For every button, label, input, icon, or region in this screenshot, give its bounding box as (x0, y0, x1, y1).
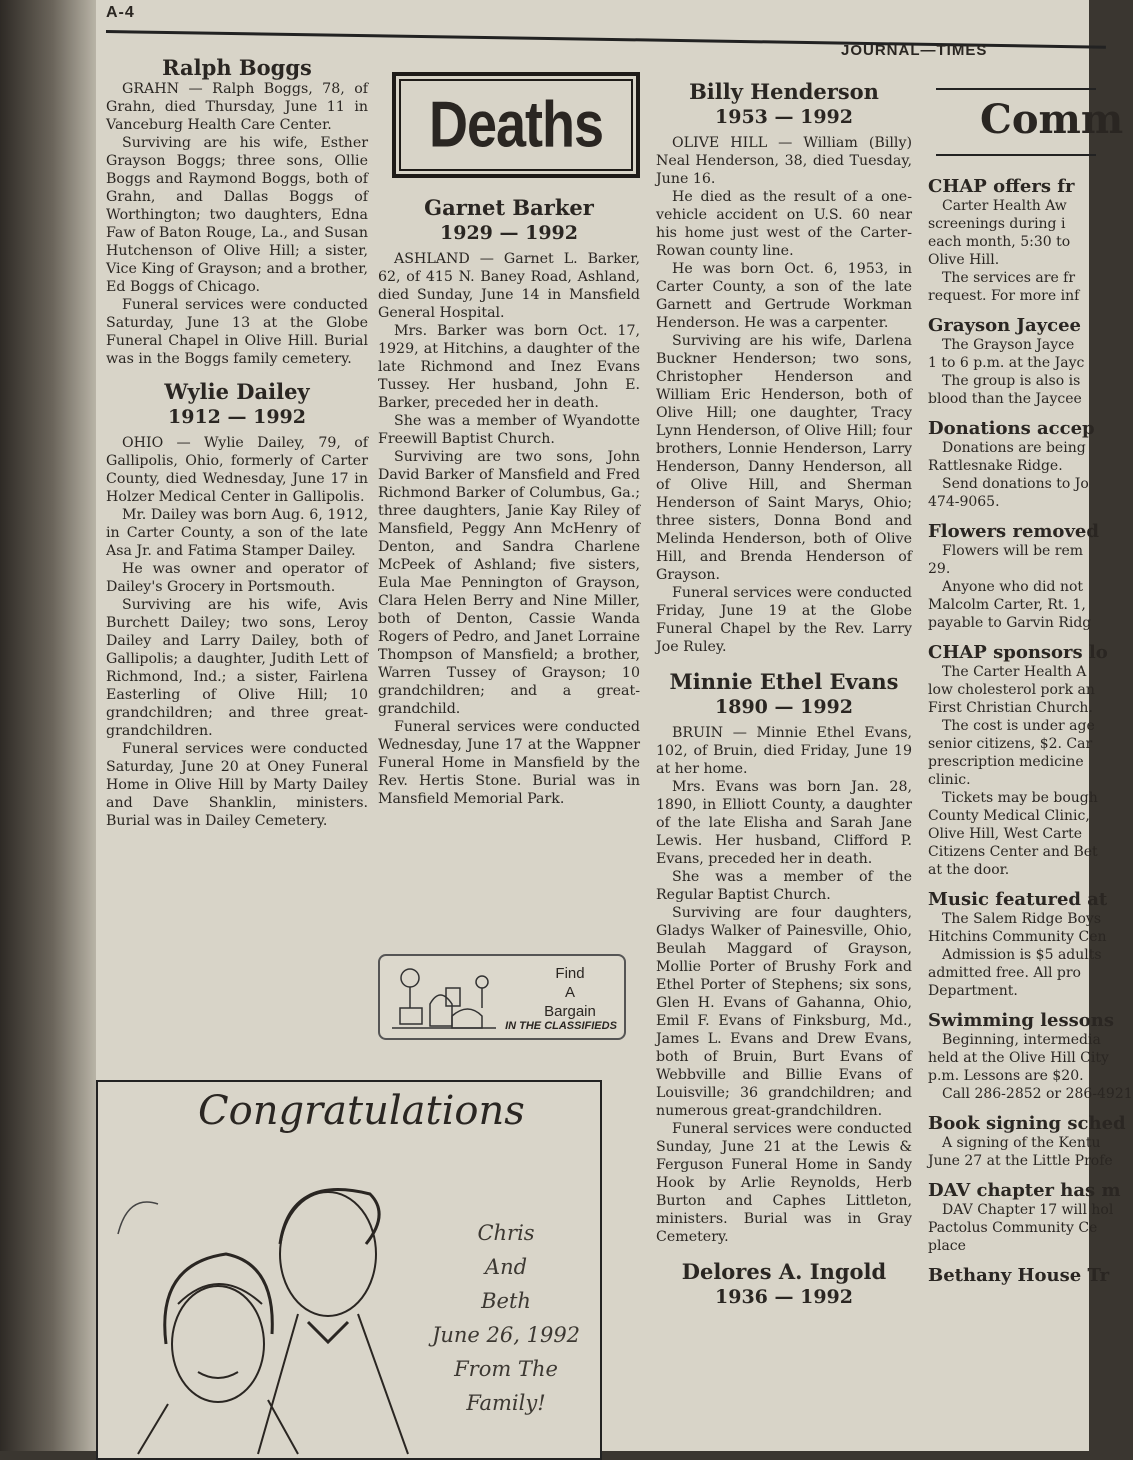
obituary-paragraph: Surviving are his wife, Darlena Buckner Henderson; two sons, Christopher Henderson and William Eric Henderson, both of Olive Hill; one daughter, Tracy Lynn Henderson, of Olive Hill; four brothers, Lonnie Henderson, Larry Henderson, Danny Henderson, all of Olive Hill, and Sherman Henderson of Saint Marys, Ohio; three sisters, Donna Bond and Melinda Henderson, both of Olive Hill, and Brenda Henderson of Grayson. (656, 333, 912, 583)
community-line: request. For more inf (928, 288, 1080, 304)
community-item (928, 889, 1128, 1000)
community-item (928, 642, 1128, 879)
community-rule (936, 154, 1096, 156)
community-line: each month, 5:30 to (928, 234, 1071, 250)
congrats-title: Congratulations (198, 1088, 525, 1134)
community-line: First Christian Church. (928, 700, 1093, 716)
community-item (928, 315, 1128, 408)
community-item (928, 1010, 1133, 1103)
community-line: DAV Chapter 17 will hol (942, 1202, 1114, 1218)
obituary-garnet-barker (378, 196, 640, 808)
community-line: The Grayson Jayce (942, 337, 1075, 353)
community-line: screenings during i (928, 216, 1066, 232)
community-line: 1 to 6 p.m. at the Jayc (928, 355, 1085, 371)
community-line: Pactolus Community Ce (928, 1220, 1098, 1236)
community-item-title: Book signing sched (928, 1113, 1126, 1134)
community-line: Flowers will be rem (942, 543, 1084, 559)
community-item (928, 1265, 1128, 1286)
ad-line-a: A (564, 984, 575, 1001)
community-line: held at the Olive Hill City (928, 1050, 1109, 1066)
obituary-delores-ingold (656, 1260, 912, 1310)
community-line: 29. (928, 561, 951, 577)
binding-gutter (0, 0, 96, 1451)
obituary-paragraph: She was a member of the Regular Baptist Church. (656, 869, 912, 903)
community-line: County Medical Clinic, (928, 808, 1090, 824)
community-line: at the door. (928, 862, 1010, 878)
obituary-paragraph: BRUIN — Minnie Ethel Evans, 102, of Bruin, died Friday, June 19 at her home. (656, 725, 912, 777)
deaths-banner-text: Deaths (428, 89, 604, 161)
congrats-line: Beth (481, 1289, 531, 1313)
community-line: Beginning, intermedia (942, 1032, 1101, 1048)
community-line: Citizens Center and Bet (928, 844, 1098, 860)
column-2 (378, 196, 640, 808)
obituary-years: 1890 — 1992 (715, 696, 853, 718)
community-item-title: Music featured at (928, 889, 1108, 910)
obituary-name: Garnet Barker (424, 195, 594, 220)
ad-headline (530, 964, 610, 1021)
obituary-years: 1912 — 1992 (168, 406, 306, 428)
community-rule (936, 88, 1096, 90)
find-a-bargain-ad[interactable] (378, 954, 626, 1040)
community-line: place (928, 1238, 966, 1254)
newspaper-page (96, 0, 1133, 1451)
couple-portrait-icon (108, 1144, 408, 1454)
community-line: blood than the Jaycee (928, 391, 1082, 407)
deaths-banner (392, 72, 640, 178)
obituary-years: 1936 — 1992 (715, 1286, 853, 1308)
congratulations-ad (96, 1080, 602, 1460)
community-line: The Carter Health A (942, 664, 1087, 680)
congrats-line: And (484, 1255, 528, 1279)
obituary-paragraph: Mr. Dailey was born Aug. 6, 1912, in Carter County, a son of the late Asa Jr. and Fatima Stamper Dailey. (106, 507, 368, 559)
congrats-line: From The (454, 1357, 558, 1381)
community-column (928, 176, 1133, 1286)
community-item (928, 521, 1128, 632)
obituary-name: Wylie Dailey (164, 379, 310, 404)
obituary-paragraph: Surviving are his wife, Esther Grayson Boggs; three sons, Ollie Boggs and Raymond Boggs, both of Grahn, and Dallas Boggs of Worthington; two daughters, Edna Faw of Baton Rouge, La., and Susan Hutchenson of Olive Hill; a sister, Vice King of Grayson; and a brother, Ed Boggs of Chicago. (106, 135, 368, 295)
obituary-ralph-boggs (106, 56, 368, 368)
community-item (928, 418, 1128, 511)
community-line: Admission is $5 adults (942, 947, 1102, 963)
community-line: Carter Health Aw (942, 198, 1067, 214)
obituary-name: Delores A. Ingold (681, 1259, 887, 1284)
community-line: The Salem Ridge Boys (942, 911, 1102, 927)
obituary-paragraph: Funeral services were conducted Sunday, June 21 at the Lewis & Ferguson Funeral Home in Sandy Hook by Arlie Reynolds, Herb Burton and Caphes Littleton, ministers. Burial was in Gray Cemetery. (656, 1121, 912, 1245)
obituary-paragraph: He was born Oct. 6, 1953, in Carter County, a son of the late Garnett and Gertrude Workman Henderson. He was a carpenter. (656, 261, 912, 331)
obituary-paragraph: Funeral services were conducted Saturday, June 13 at the Globe Funeral Chapel in Olive Hill. Burial was in the Boggs family cemetery. (106, 297, 368, 367)
community-line: 474-9065. (928, 494, 1000, 510)
community-item-title: CHAP offers fr (928, 176, 1075, 197)
community-item-title: Swimming lessons (928, 1010, 1114, 1031)
obituary-wylie-dailey (106, 380, 368, 830)
column-1 (106, 56, 368, 830)
community-line: June 27 at the Little Profe (928, 1153, 1113, 1169)
obituary-paragraph: ASHLAND — Garnet L. Barker, 62, of 415 N. Baney Road, Ashland, died Sunday, June 14 in Mansfield General Hospital. (378, 251, 640, 321)
community-line: Department. (928, 983, 1018, 999)
community-item (928, 1113, 1128, 1170)
community-line: p.m. Lessons are $20. (928, 1068, 1084, 1084)
community-line: Olive Hill, West Carte (928, 826, 1083, 842)
obituary-paragraph: Funeral services were conducted Wednesday, June 17 at the Wappner Funeral Home in Mansfield by the Rev. Hertis Stone. Burial was in Mansfield Memorial Park. (378, 719, 640, 807)
obituary-paragraph: She was a member of Wyandotte Freewill Baptist Church. (378, 413, 640, 447)
obituary-paragraph: Mrs. Barker was born Oct. 17, 1929, at Hitchins, a daughter of the late Richmond and Inez Evans Tussey. Her husband, John E. Barker, preceded her in death. (378, 323, 640, 411)
community-line: clinic. (928, 772, 971, 788)
obituary-name: Minnie Ethel Evans (669, 669, 899, 694)
obituary-minnie-evans (656, 670, 912, 1246)
obituary-name: Billy Henderson (689, 79, 879, 104)
page-number: A-4 (106, 4, 135, 21)
obituary-years: 1953 — 1992 (715, 106, 853, 128)
obituary-paragraph: OLIVE HILL — William (Billy) Neal Henderson, 38, died Tuesday, June 16. (656, 135, 912, 187)
community-item-title: Donations accep (928, 418, 1095, 439)
obituary-paragraph: Surviving are his wife, Avis Burchett Dailey; two sons, Leroy Dailey and Larry Dailey, both of Gallipolis; a daughter, Judith Lett of Richmond, Ind.; a sister, Fairlena Easterling of Olive Hill; 10 grandchildren; and three great-grandchildren. (106, 597, 368, 739)
obituary-paragraph: Funeral services were conducted Friday, June 19 at the Globe Funeral Chapel by the Rev. Larry Joe Ruley. (656, 585, 912, 655)
community-heading: Comm (980, 96, 1124, 143)
community-line: Call 286-2852 or 286-4921 (942, 1086, 1133, 1102)
community-line: payable to Garvin Ridg (928, 615, 1092, 631)
community-item-title: Grayson Jaycee (928, 315, 1081, 336)
community-line: The services are fr (942, 270, 1076, 286)
ad-tagline: IN THE CLASSIFIEDS (505, 1020, 617, 1032)
community-line: Send donations to Jo (942, 476, 1089, 492)
congrats-line: Chris (477, 1221, 535, 1245)
congrats-line: Family! (466, 1391, 546, 1415)
community-line: prescription medicine (928, 754, 1084, 770)
obituary-name: Ralph Boggs (162, 55, 312, 80)
community-item-title: Flowers removed (928, 521, 1099, 542)
community-line: The cost is under age (942, 718, 1095, 734)
obituary-paragraph: Surviving are two sons, John David Barker of Mansfield and Fred Richmond Barker of Columbus, Ga.; three daughters, Janie Kay Riley of Mansfield, Peggy Ann McHenry of Denton, and Sandra Charlene McPeek of Ashland; five sisters, Eula Mae Pennington of Grayson, Clara Helen Berry and Nine Miller, both of Denton, Cassie Wanda Rogers of Pedro, and Janet Lorraine Thompson of Mansfield; a brother, Warren Tussey of Grayson; 10 grandchildren; and a great-grandchild. (378, 449, 640, 717)
congrats-line: June 26, 1992 (431, 1323, 581, 1347)
obituary-billy-henderson (656, 80, 912, 656)
congrats-message (416, 1216, 596, 1420)
community-line: Donations are being (942, 440, 1086, 456)
community-line: The group is also is (942, 373, 1081, 389)
column-3 (656, 80, 912, 1314)
community-line: senior citizens, $2. Car (928, 736, 1093, 752)
bargain-illustration-icon (390, 964, 498, 1034)
community-item (928, 176, 1128, 305)
obituary-paragraph: He was owner and operator of Dailey's Grocery in Portsmouth. (106, 561, 368, 595)
obituary-paragraph: GRAHN — Ralph Boggs, 78, of Grahn, died Thursday, June 11 in Vanceburg Health Care Center. (106, 81, 368, 133)
community-line: A signing of the Kentu (942, 1135, 1101, 1151)
obituary-paragraph: Funeral services were conducted Saturday, June 20 at Oney Funeral Home in Olive Hill by Marty Dailey and Dave Shanklin, ministers. Burial was in Dailey Cemetery. (106, 741, 368, 829)
obituary-paragraph: Surviving are four daughters, Gladys Walker of Painesville, Ohio, Beulah Maggard of Grayson, Mollie Porter of Brushy Fork and Ethel Porter of Stephens; six sons, Glen H. Evans of Gahanna, Ohio, Emil F. Evans of Finksburg, Md., James L. Evans and Drew Evans, both of Bruin, Burt Evans of Webbville and Billie Evans of Louisville; 36 grandchildren; and numerous great-grandchildren. (656, 905, 912, 1119)
community-line: Tickets may be bough (942, 790, 1098, 806)
community-item-title: CHAP sponsors lo (928, 642, 1108, 663)
community-line: Rattlesnake Ridge. (928, 458, 1063, 474)
newspaper-name: JOURNAL—TIMES (841, 42, 988, 59)
obituary-paragraph: He died as the result of a one-vehicle accident on U.S. 60 near his home just west of the Carter-Rowan county line. (656, 189, 912, 259)
community-line: Anyone who did not (942, 579, 1084, 595)
community-line: admitted free. All pro (928, 965, 1081, 981)
obituary-paragraph: Mrs. Evans was born Jan. 28, 1890, in Elliott County, a daughter of the late Elisha and Sarah Jane Lewis. Her husband, Clifford P. Evans, preceded her in death. (656, 779, 912, 867)
community-item (928, 1180, 1128, 1255)
community-item-title: Bethany House Tr (928, 1265, 1110, 1286)
obituary-years: 1929 — 1992 (440, 222, 578, 244)
obituary-paragraph: OHIO — Wylie Dailey, 79, of Gallipolis, Ohio, formerly of Carter County, died Wednesday, June 17 in Holzer Medical Center in Gallipolis. (106, 435, 368, 505)
community-line: Malcolm Carter, Rt. 1, (928, 597, 1086, 613)
ad-line-find: Find (555, 965, 585, 982)
community-line: Olive Hill. (928, 252, 1000, 268)
community-item-title: DAV chapter has m (928, 1180, 1121, 1201)
community-line: low cholesterol pork an (928, 682, 1095, 698)
ad-line-bargain: Bargain (544, 1003, 596, 1020)
community-line: Hitchins Community Cen (928, 929, 1107, 945)
